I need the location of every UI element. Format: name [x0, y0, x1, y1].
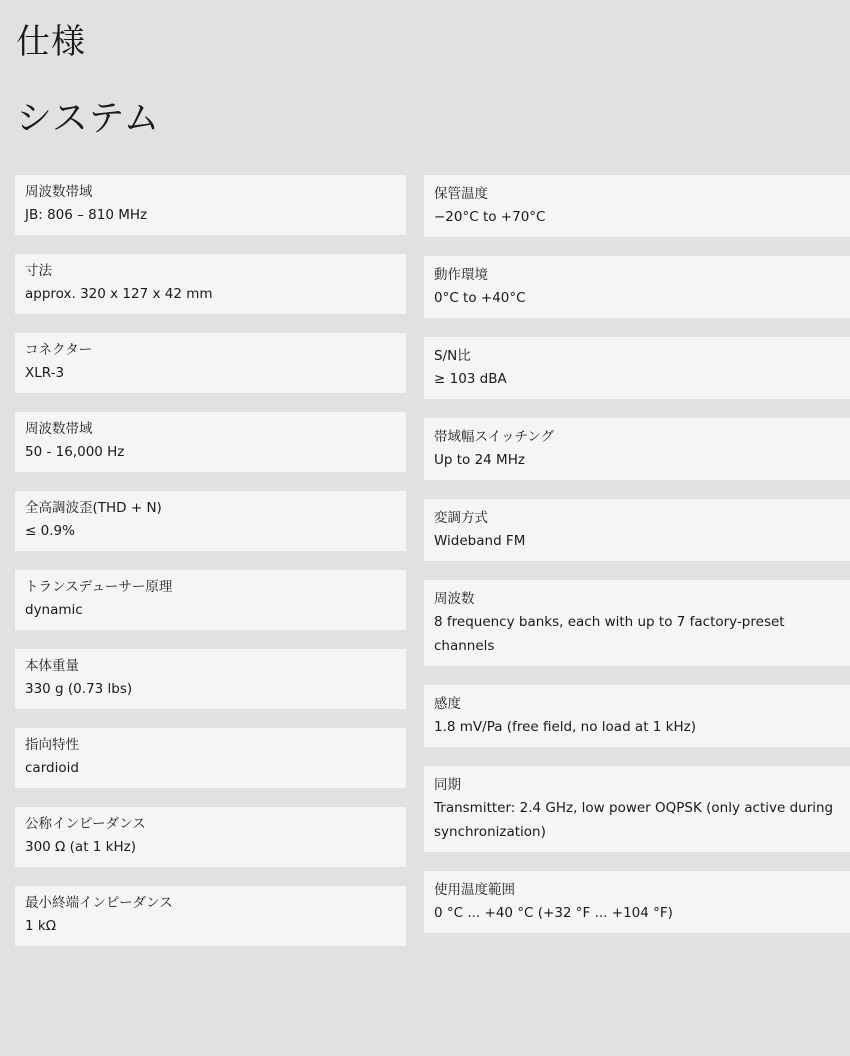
spec-label: 感度 [434, 696, 461, 712]
spec-item-switching-bandwidth [424, 418, 850, 480]
spec-column-right [424, 175, 850, 952]
spec-value: Wideband FM [434, 533, 526, 549]
spec-label: 寸法 [25, 263, 52, 279]
spec-item-min-terminating-impedance [15, 886, 406, 946]
spec-item-frequency-response [15, 412, 406, 472]
spec-value: 1 kΩ [25, 918, 57, 934]
spec-value: Up to 24 MHz [434, 452, 525, 468]
spec-value: 0 °C ... +40 °C (+32 °F ... +104 °F) [434, 905, 673, 921]
spec-value: 0°C to +40°C [434, 290, 526, 306]
spec-value: 50 - 16,000 Hz [25, 444, 125, 460]
spec-item-operating-environment [424, 256, 850, 318]
spec-item-operating-temperature [424, 871, 850, 933]
spec-item-sensitivity [424, 685, 850, 747]
spec-label: 周波数 [434, 591, 475, 607]
spec-value: −20°C to +70°C [434, 209, 546, 225]
spec-value: ≤ 0.9% [25, 523, 75, 539]
spec-item-connector [15, 333, 406, 393]
spec-value: dynamic [25, 602, 83, 618]
spec-label: S/N比 [434, 348, 471, 364]
spec-value: cardioid [25, 760, 79, 776]
spec-value: approx. 320 x 127 x 42 mm [25, 286, 213, 302]
spec-item-nominal-impedance [15, 807, 406, 867]
spec-item-frequency-band [15, 175, 406, 235]
spec-item-dimensions [15, 254, 406, 314]
spec-label: 公称インピーダンス [25, 816, 146, 832]
spec-item-storage-temperature [424, 175, 850, 237]
spec-item-pickup-pattern [15, 728, 406, 788]
spec-item-sn-ratio [424, 337, 850, 399]
spec-label: 帯域幅スイッチング [434, 429, 555, 445]
spec-label: 周波数帯域 [25, 184, 93, 200]
section-title: システム [16, 98, 161, 139]
spec-value: ≥ 103 dBA [434, 371, 507, 387]
spec-value: 330 g (0.73 lbs) [25, 681, 133, 697]
spec-label: 変調方式 [434, 510, 488, 526]
spec-label: コネクター [25, 342, 93, 358]
spec-item-transducer [15, 570, 406, 630]
spec-item-weight [15, 649, 406, 709]
spec-item-frequencies [424, 580, 850, 666]
spec-column-left [15, 175, 406, 965]
spec-item-synchronization [424, 766, 850, 852]
spec-label: 動作環境 [434, 267, 488, 283]
spec-value: 1.8 mV/Pa (free field, no load at 1 kHz) [434, 719, 696, 735]
spec-value: 300 Ω (at 1 kHz) [25, 839, 136, 855]
spec-value: XLR-3 [25, 365, 65, 381]
spec-label: 全高調波歪(THD + N) [25, 500, 162, 516]
spec-label: 保管温度 [434, 186, 488, 202]
spec-label: トランスデューサー原理 [25, 579, 173, 595]
spec-value: 8 frequency banks, each with up to 7 factory-preset channels [434, 614, 785, 654]
spec-label: 指向特性 [25, 737, 79, 753]
spec-item-modulation [424, 499, 850, 561]
spec-value: Transmitter: 2.4 GHz, low power OQPSK (only active during synchronization) [434, 800, 834, 840]
spec-label: 同期 [434, 777, 461, 793]
spec-label: 周波数帯域 [25, 421, 93, 437]
spec-item-thd [15, 491, 406, 551]
page-title: 仕様 [16, 22, 86, 62]
spec-label: 使用温度範囲 [434, 882, 515, 898]
spec-label: 最小終端インピーダンス [25, 895, 173, 911]
spec-label: 本体重量 [25, 658, 79, 674]
spec-value: JB: 806 – 810 MHz [25, 207, 148, 223]
